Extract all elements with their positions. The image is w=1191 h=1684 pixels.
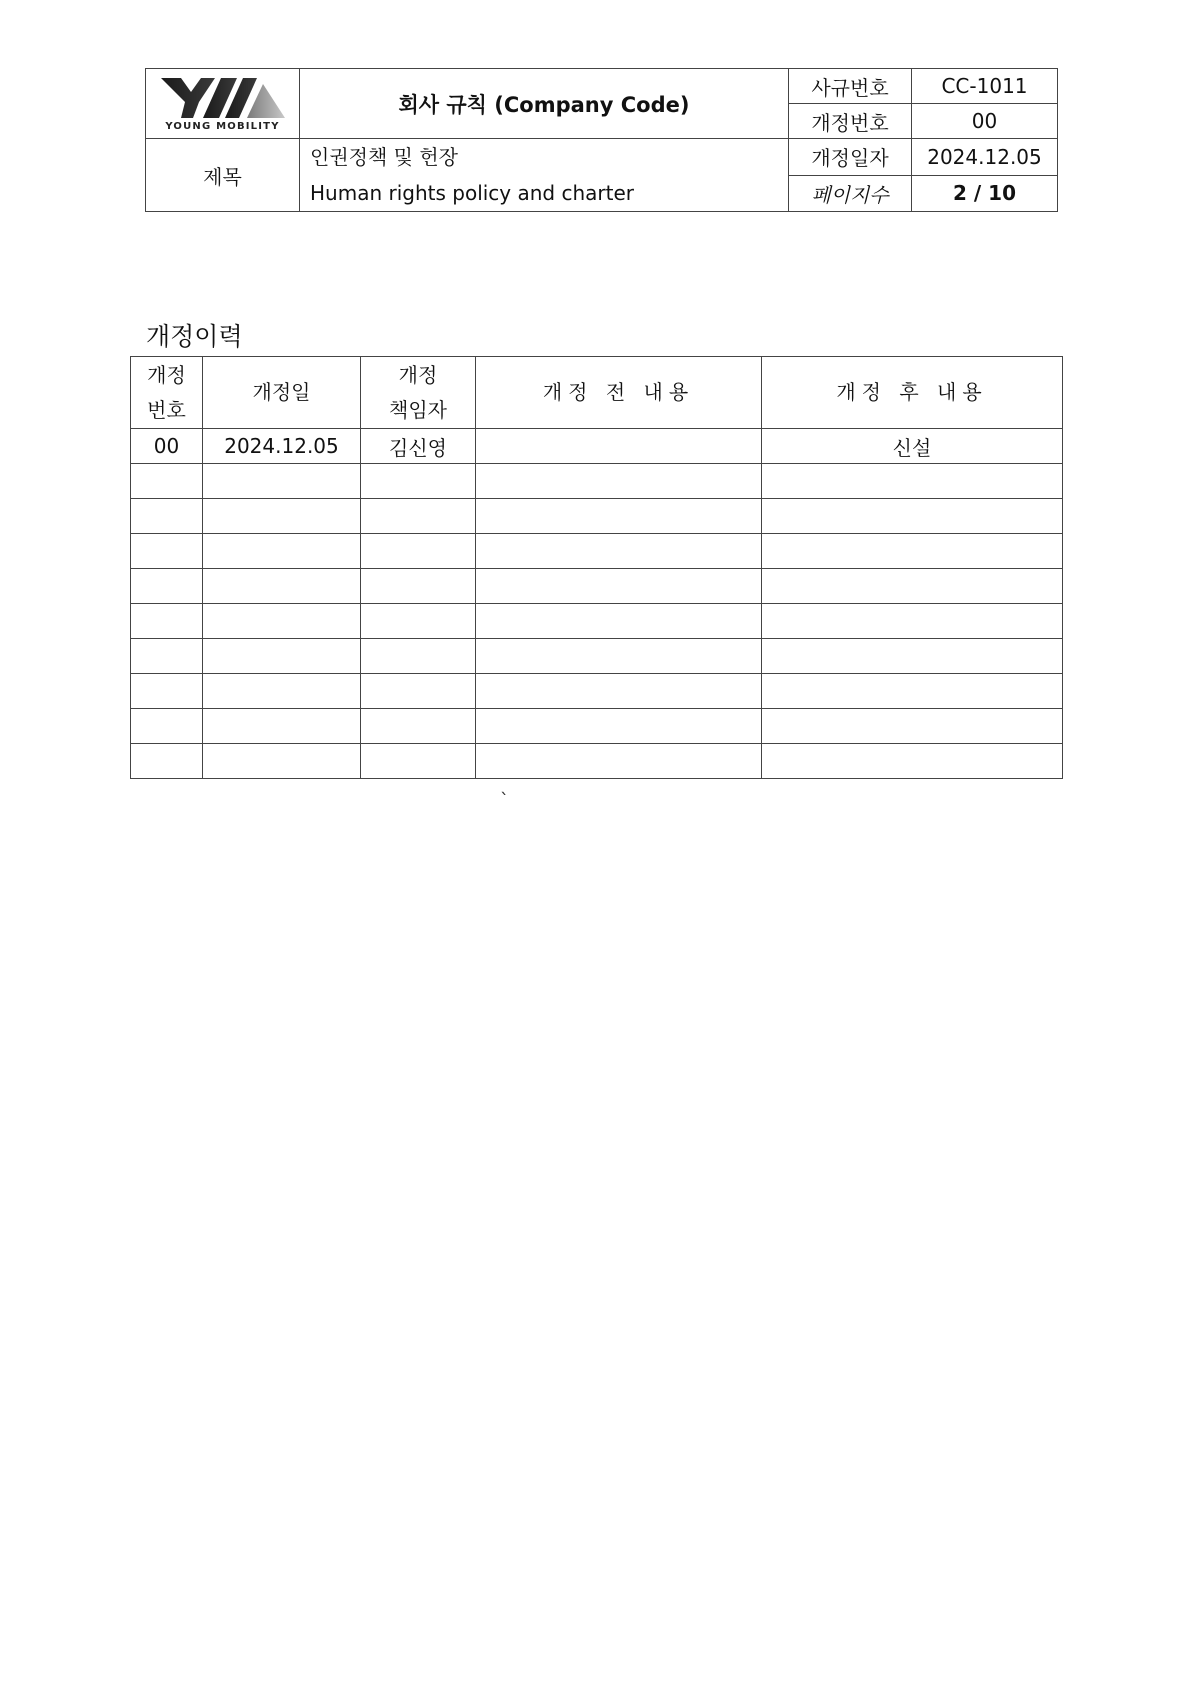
cell-rev-date bbox=[203, 499, 361, 534]
cell-rev-date bbox=[203, 464, 361, 499]
cell-rev-date bbox=[203, 674, 361, 709]
cell-rev-date: 2024.12.05 bbox=[203, 429, 361, 464]
date-label: 개정일자 bbox=[789, 139, 912, 176]
table-row bbox=[131, 464, 1063, 499]
cell-rev-date bbox=[203, 569, 361, 604]
cell-rev-no bbox=[131, 464, 203, 499]
document-header-table bbox=[145, 68, 1058, 212]
cell-rev-date bbox=[203, 744, 361, 779]
cell-rev-no bbox=[131, 534, 203, 569]
cell-rev-no bbox=[131, 569, 203, 604]
table-row bbox=[131, 534, 1063, 569]
cell-after bbox=[762, 464, 1063, 499]
cell-after bbox=[762, 569, 1063, 604]
company-logo bbox=[146, 70, 299, 138]
cell-before bbox=[476, 709, 762, 744]
cell-rev-no bbox=[131, 744, 203, 779]
cell-after bbox=[762, 709, 1063, 744]
table-row bbox=[131, 639, 1063, 674]
col-rev-date: 개정일 bbox=[203, 357, 361, 429]
cell-rev-no bbox=[131, 499, 203, 534]
stray-mark: ` bbox=[500, 790, 509, 811]
table-row bbox=[131, 604, 1063, 639]
col-before: 개정 전 내용 bbox=[476, 357, 762, 429]
subject-cell bbox=[300, 139, 789, 212]
subject-english: Human rights policy and charter bbox=[310, 181, 634, 205]
cell-before bbox=[476, 604, 762, 639]
cell-before bbox=[476, 499, 762, 534]
cell-before bbox=[476, 569, 762, 604]
cell-rev-owner bbox=[361, 464, 476, 499]
cell-rev-owner bbox=[361, 499, 476, 534]
table-row bbox=[131, 674, 1063, 709]
subject-korean: 인권정책 및 헌장 bbox=[310, 145, 458, 169]
rev-label: 개정번호 bbox=[789, 104, 912, 139]
cell-rev-date bbox=[203, 604, 361, 639]
history-header-row bbox=[131, 357, 1063, 429]
table-row bbox=[131, 709, 1063, 744]
subject-label: 제목 bbox=[146, 139, 300, 212]
cell-before bbox=[476, 639, 762, 674]
rev-value: 00 bbox=[912, 104, 1058, 139]
cell-before bbox=[476, 674, 762, 709]
logo-cell bbox=[146, 69, 300, 139]
cell-before bbox=[476, 744, 762, 779]
cell-rev-owner bbox=[361, 569, 476, 604]
cell-rev-owner bbox=[361, 639, 476, 674]
cell-rev-no: 00 bbox=[131, 429, 203, 464]
cell-rev-owner: 김신영 bbox=[361, 429, 476, 464]
col-rev-owner-line1: 개정 bbox=[398, 362, 438, 387]
ym-logo-icon bbox=[159, 76, 287, 120]
cell-rev-owner bbox=[361, 534, 476, 569]
cell-after bbox=[762, 604, 1063, 639]
logo-wordmark: YOUNG MOBILITY bbox=[165, 120, 280, 132]
cell-before bbox=[476, 464, 762, 499]
col-after: 개정 후 내용 bbox=[762, 357, 1063, 429]
cell-after bbox=[762, 534, 1063, 569]
table-row bbox=[131, 569, 1063, 604]
history-title: 개정이력 bbox=[146, 322, 243, 351]
page-label: 페이지수 bbox=[789, 175, 912, 212]
cell-after bbox=[762, 674, 1063, 709]
table-row bbox=[131, 499, 1063, 534]
cell-rev-owner bbox=[361, 674, 476, 709]
cell-rev-date bbox=[203, 639, 361, 674]
cell-rev-date bbox=[203, 709, 361, 744]
col-rev-no bbox=[131, 357, 203, 429]
date-value: 2024.12.05 bbox=[912, 139, 1058, 176]
cell-after: 신설 bbox=[762, 429, 1063, 464]
col-rev-owner bbox=[361, 357, 476, 429]
col-rev-no-line2: 번호 bbox=[147, 397, 186, 422]
revision-history-table bbox=[130, 356, 1063, 779]
doc-title: 회사 규칙 (Company Code) bbox=[300, 69, 789, 139]
cell-rev-owner bbox=[361, 744, 476, 779]
cell-after bbox=[762, 639, 1063, 674]
page-value: 2 / 10 bbox=[912, 175, 1058, 212]
col-rev-owner-line2: 책임자 bbox=[389, 397, 447, 422]
code-value: CC-1011 bbox=[912, 69, 1058, 104]
table-row bbox=[131, 744, 1063, 779]
table-row bbox=[131, 429, 1063, 464]
cell-rev-owner bbox=[361, 604, 476, 639]
cell-before bbox=[476, 429, 762, 464]
cell-rev-no bbox=[131, 674, 203, 709]
cell-after bbox=[762, 744, 1063, 779]
col-rev-no-line1: 개정 bbox=[147, 362, 186, 387]
cell-rev-no bbox=[131, 639, 203, 674]
cell-rev-no bbox=[131, 604, 203, 639]
cell-rev-date bbox=[203, 534, 361, 569]
code-label: 사규번호 bbox=[789, 69, 912, 104]
cell-rev-owner bbox=[361, 709, 476, 744]
cell-after bbox=[762, 499, 1063, 534]
cell-before bbox=[476, 534, 762, 569]
cell-rev-no bbox=[131, 709, 203, 744]
